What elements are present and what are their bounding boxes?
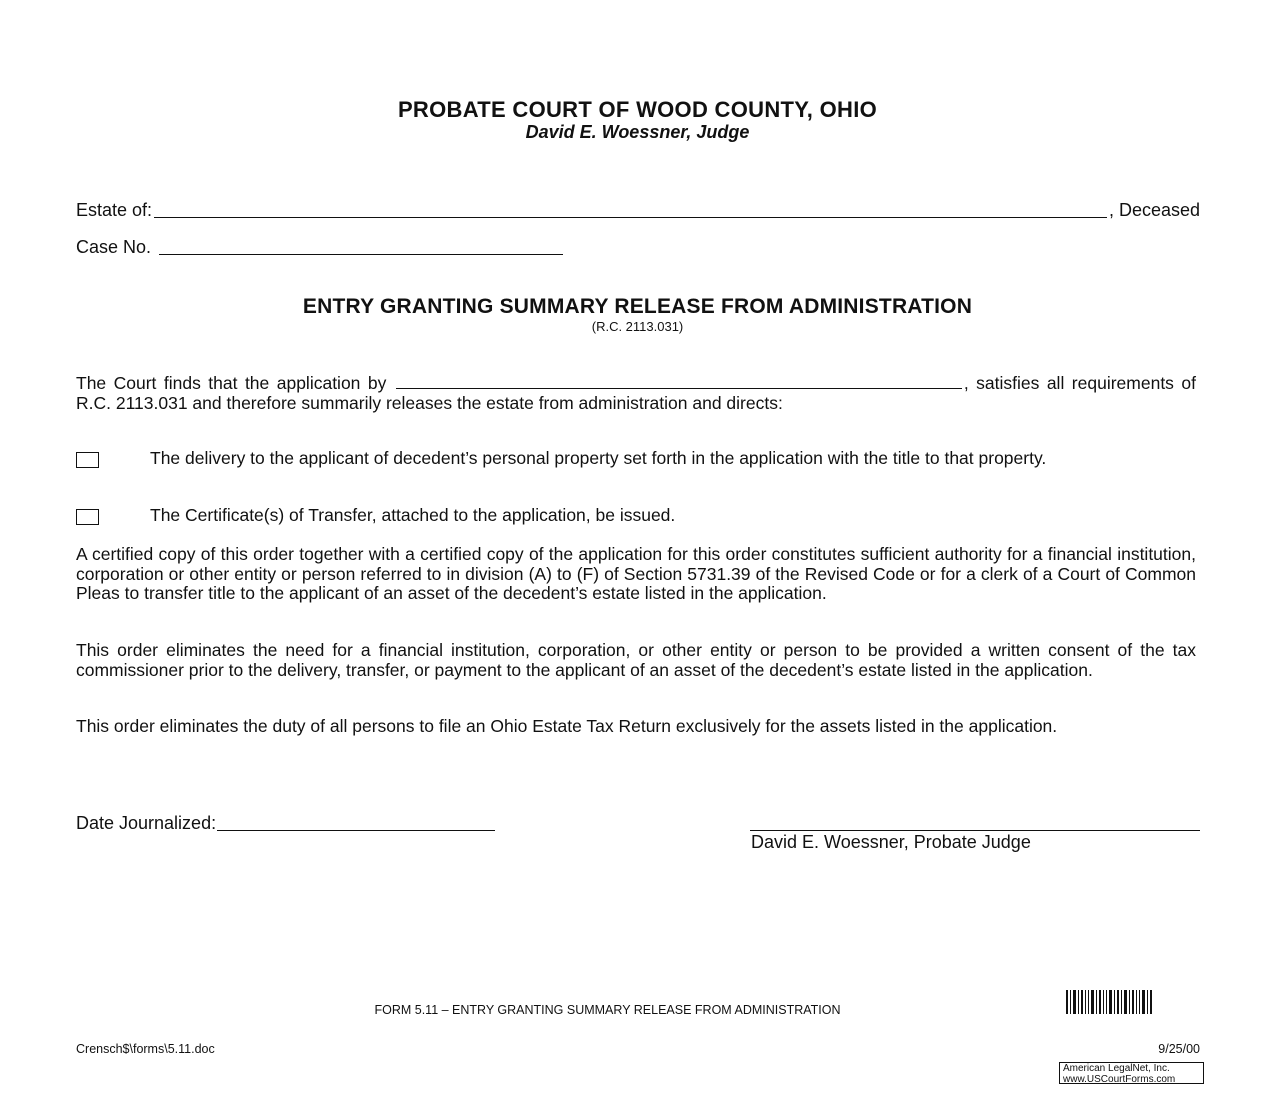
file-path: Crensch$\forms\5.11.doc	[76, 1042, 215, 1056]
date-journalized-label: Date Journalized:	[76, 813, 217, 833]
judge-signature-line[interactable]	[750, 830, 1200, 831]
barcode-image	[1066, 990, 1154, 1014]
tax-consent-paragraph: This order eliminates the need for a financial institution, corporation, or other entity or person to be provided a written consent of the tax commissioner prior to the delivery, transfer, or payment to the applicant of an asset of the decedent’s estate listed in the application.	[76, 640, 1196, 680]
personal-property-checkbox[interactable]	[76, 452, 99, 468]
applicant-name-field[interactable]	[396, 373, 962, 389]
case-number-field[interactable]	[159, 236, 563, 255]
case-number-label: Case No.	[76, 237, 152, 257]
statute-reference: (R.C. 2113.031)	[591, 319, 684, 334]
form-title: ENTRY GRANTING SUMMARY RELEASE FROM ADMINISTRATION	[302, 295, 973, 318]
date-journalized-field[interactable]	[217, 812, 495, 831]
findings-text-start: The Court finds that the application by	[76, 373, 387, 393]
estate-name-field[interactable]	[154, 199, 1107, 218]
publisher-website: www.USCourtForms.com	[1063, 1073, 1176, 1085]
form-identifier-text: FORM 5.11 – ENTRY GRANTING SUMMARY RELEASE FROM ADMINISTRATION	[374, 1003, 841, 1017]
date-journalized-row	[76, 812, 495, 834]
findings-text-end: , satisfies all requirements of R.C. 2113.031 and therefore summarily releases the estate from administration and directs:	[76, 373, 1196, 413]
tax-return-paragraph: This order eliminates the duty of all persons to file an Ohio Estate Tax Return exclusively for the assets listed in the application.	[76, 716, 1058, 736]
findings-paragraph	[76, 373, 1196, 413]
certificate-transfer-checkbox[interactable]	[76, 509, 99, 525]
deceased-label: , Deceased	[1108, 200, 1200, 220]
personal-property-option-text: The delivery to the applicant of decedent’s personal property set forth in the application with the title to that property.	[150, 448, 1047, 468]
case-number-row	[76, 236, 596, 258]
judge-name: David E. Woessner, Judge	[525, 122, 750, 142]
publisher-name: American LegalNet, Inc.	[1063, 1063, 1170, 1074]
revision-date: 9/25/00	[1158, 1042, 1200, 1056]
certificate-transfer-option-text: The Certificate(s) of Transfer, attached to the application, be issued.	[150, 505, 676, 525]
publisher-box	[1059, 1062, 1204, 1084]
certified-copy-paragraph: A certified copy of this order together with a certified copy of the application for this order constitutes sufficient authority for a financial institution, corporation or other entity or person referred to in division (A) to (F) of Section 5731.39 of the Revised Code or for a clerk of a Court of Common Pleas to transfer title to the applicant of an asset of the decedent’s estate listed in the application.	[76, 544, 1196, 603]
court-name: PROBATE COURT OF WOOD COUNTY, OHIO	[397, 97, 878, 122]
judge-signature-caption: David E. Woessner, Probate Judge	[751, 832, 1031, 852]
estate-row	[76, 199, 1200, 221]
estate-label: Estate of:	[76, 200, 153, 220]
